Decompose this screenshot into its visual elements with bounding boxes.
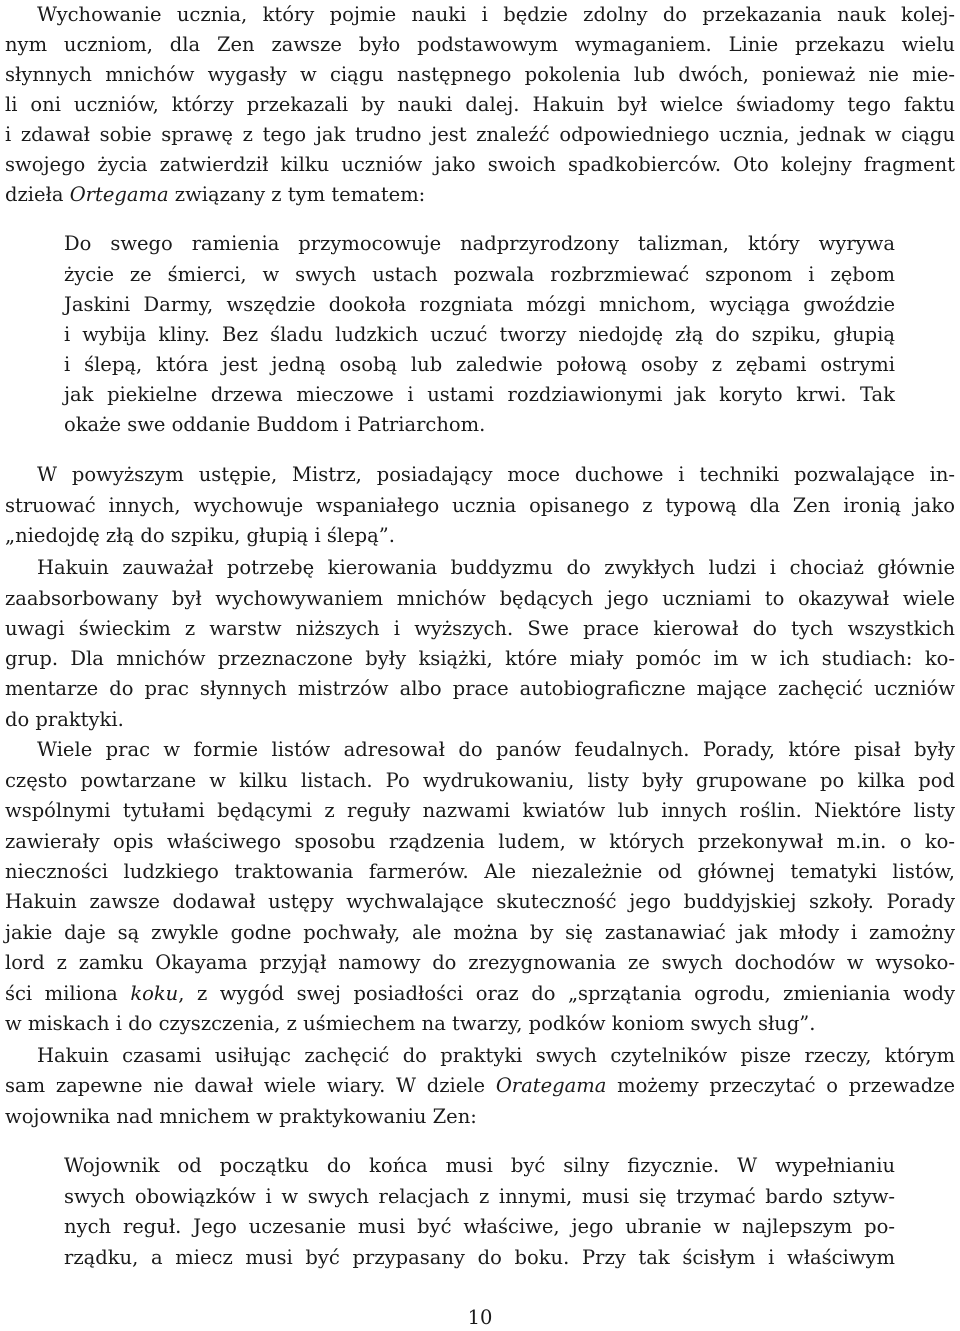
text-line: Hakuin zawsze dodawał ustępy wychwalające skuteczność jego buddyjskiej szkoły. Porady bbox=[5, 890, 955, 913]
text-span: dzieła bbox=[5, 183, 70, 206]
text-line: zawierały opis właściwego sposobu rządzenia ludem, w których przekonywał m.in. o ko- bbox=[5, 830, 955, 853]
text-line: jakie daje są zwykle godne pochwały, ale można by się zastanawiać jak młody i zamożny bbox=[5, 921, 955, 944]
quote-line: Jaskini Darmy, wszędzie dookoła rozgniata mózgi mnichom, wyciąga gwoździe bbox=[64, 293, 895, 316]
text-line: Wiele prac w formie listów adresował do panów feudalnych. Porady, które pisał były bbox=[37, 738, 955, 761]
text-line bbox=[5, 1071, 955, 1101]
text-line: „niedojdę złą do szpiku, głupią i ślepą”. bbox=[5, 524, 395, 547]
text-span: sam zapewne nie dawał wiele wiary. W dziele bbox=[5, 1074, 496, 1097]
text-line: grup. Dla mnichów przeznaczone były książki, które miały pomóc im w ich studiach: ko- bbox=[5, 647, 955, 670]
text-span: , z wygód swej posiadłości oraz do „sprzątania ogrodu, zmieniania wody bbox=[178, 982, 955, 1005]
quote-line: i wybija kliny. Bez śladu ludzkich uczuć tworzy niedojdę złą do szpiku, głupią bbox=[64, 323, 895, 346]
text-line: zaabsorbowany był wychowywaniem mnichów będących jego uczniami to okazywał wiele bbox=[5, 587, 955, 610]
text-line: li oni uczniów, którzy przekazali by nauki dalej. Hakuin był wielce świadomy tego faktu bbox=[5, 93, 955, 116]
text-line bbox=[5, 180, 425, 210]
quote-line: życie ze śmierci, w swych ustach pozwala rozbrzmiewać szponom i zębom bbox=[64, 263, 895, 286]
text-line: wojownika nad mnichem w praktykowaniu Zen: bbox=[5, 1105, 477, 1128]
quote-line: Do swego ramienia przymocowuje nadprzyrodzony talizman, który wyrywa bbox=[64, 232, 895, 255]
text-line: swojego życia zatwierdził kilku uczniów jako swoich spadkobierców. Oto kolejny fragment bbox=[5, 153, 955, 176]
quote-line: i ślepą, która jest jedną osobą lub zaledwie połową osoby z zębami ostrymi bbox=[64, 353, 895, 376]
text-span: związany z tym tematem: bbox=[168, 183, 426, 206]
text-line: mentarze do prac słynnych mistrzów albo prace autobiograficzne mające zachęcić uczniów bbox=[5, 677, 955, 700]
text-line: słynnych mnichów wygasły w ciągu następnego pokolenia lub dwóch, ponieważ nie mie- bbox=[5, 63, 955, 86]
work-title-italic: Ortegama bbox=[69, 183, 169, 206]
work-title-italic: Orategama bbox=[495, 1074, 607, 1097]
text-line: lord z zamku Okayama przyjął namowy do zrezygnowania ze swych dochodów w wysoko- bbox=[5, 951, 955, 974]
text-line: w miskach i do czyszczenia, z uśmiechem na twarzy, podków koniom swych sług”. bbox=[5, 1012, 816, 1035]
text-line: nym uczniom, dla Zen zawsze było podstawowym wymaganiem. Linie przekazu wielu bbox=[5, 33, 955, 56]
koku-italic: koku bbox=[130, 982, 179, 1005]
quote-line: nych reguł. Jego uczesanie musi być właściwe, jego ubranie w najlepszym po- bbox=[64, 1215, 895, 1238]
quote-line: jak piekielne drzewa mieczowe i ustami rozdziawionymi jak koryto krwi. Tak bbox=[64, 383, 895, 406]
text-line: Hakuin zauważał potrzebę kierowania buddyzmu do zwykłych ludzi i chociaż głównie bbox=[37, 556, 955, 579]
text-span: możemy przeczytać o przewadze bbox=[606, 1074, 955, 1097]
quote-line: Wojownik od początku do końca musi być silny fizycznie. W wypełnianiu bbox=[64, 1154, 895, 1177]
text-line: Wychowanie ucznia, który pojmie nauki i będzie zdolny do przekazania nauk kolej- bbox=[37, 3, 955, 26]
text-span: ści miliona bbox=[5, 982, 131, 1005]
text-line: często powtarzane w kilku listach. Po wydrukowaniu, listy były grupowane po kilka pod bbox=[5, 769, 955, 792]
page-number: 10 bbox=[467, 1306, 493, 1329]
quote-line: okaże swe oddanie Buddom i Patriarchom. bbox=[64, 413, 486, 436]
text-line bbox=[5, 979, 955, 1009]
text-line: uwagi świeckim z warstw niższych i wyższych. Swe prace kierował do tych wszystkich bbox=[5, 617, 955, 640]
text-line: wspólnymi tytułami będącymi z reguły nazwami kwiatów lub innych roślin. Niektóre listy bbox=[5, 799, 955, 822]
text-line: nieczności ludzkiego traktowania farmerów. Ale niezależnie od głównej tematyki listów, bbox=[5, 860, 955, 883]
quote-line: rządku, a miecz musi być przypasany do boku. Przy tak ścisłym i właściwym bbox=[64, 1246, 895, 1269]
quote-line: swych obowiązków i w swych relacjach z innymi, musi się trzymać bardo sztyw- bbox=[64, 1185, 895, 1208]
text-line: W powyższym ustępie, Mistrz, posiadający moce duchowe i techniki pozwalające in- bbox=[37, 463, 955, 486]
text-line: Hakuin czasami usiłując zachęcić do praktyki swych czytelników pisze rzeczy, którym bbox=[37, 1044, 955, 1067]
text-line: do praktyki. bbox=[5, 708, 124, 731]
text-line: i zdawał sobie sprawę z tego jak trudno jest znaleźć odpowiedniego ucznia, jednak w ciągu bbox=[5, 123, 955, 146]
text-line: struować innych, wychowuje wspaniałego ucznia opisanego z typową dla Zen ironią jako bbox=[5, 494, 955, 517]
